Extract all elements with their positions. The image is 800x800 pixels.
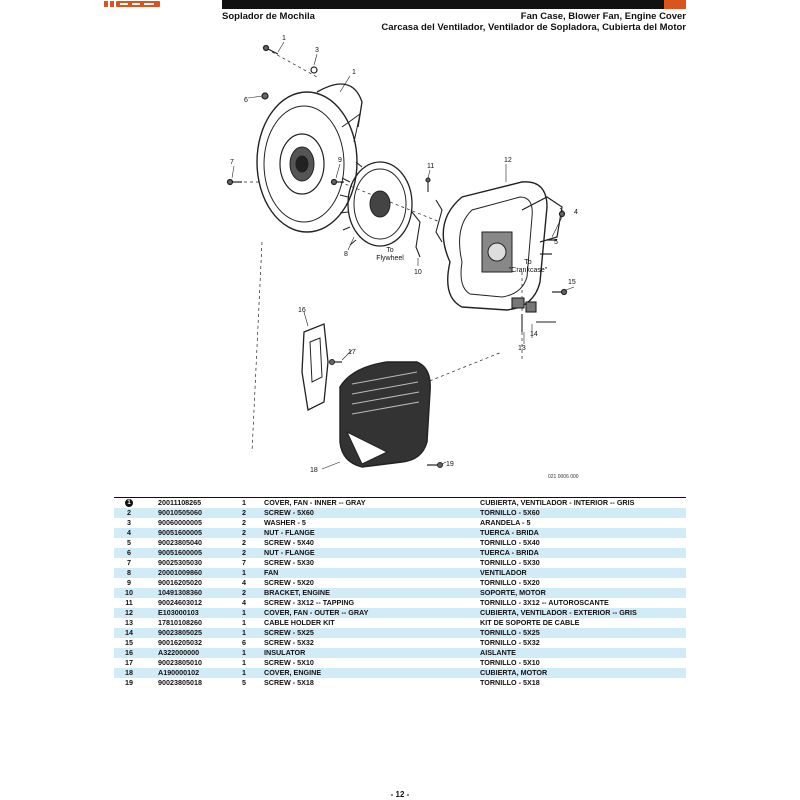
part-quantity: 7 xyxy=(242,558,246,567)
part-ref: 19 xyxy=(125,678,133,687)
callout-6: 6 xyxy=(244,97,248,104)
part-ref: 10 xyxy=(125,588,133,597)
part-quantity: 2 xyxy=(242,588,246,597)
diagram-reference-code: 021 0006 000 xyxy=(548,474,579,480)
part-ref: 4 xyxy=(127,528,131,537)
callout-1: 1 xyxy=(352,69,356,76)
parts-row xyxy=(114,598,686,608)
part-number: 90051600005 xyxy=(158,528,202,537)
callout-2: 1 xyxy=(282,35,286,42)
part-number: 90024603012 xyxy=(158,598,202,607)
part-description-es: CUBIERTA, VENTILADOR - EXTERIOR -- GRIS xyxy=(480,608,637,617)
part-quantity: 2 xyxy=(242,528,246,537)
section-title-en: Fan Case, Blower Fan, Engine Cover xyxy=(520,11,686,22)
parts-row xyxy=(114,648,686,658)
part-number: 20011108265 xyxy=(158,498,202,507)
to-crankcase-line2: "Crankcase" xyxy=(508,267,548,274)
part-description-es: KIT DE SOPORTE DE CABLE xyxy=(480,618,580,627)
part-ref: 12 xyxy=(125,608,133,617)
ref-circle-badge: 1 xyxy=(125,499,133,507)
part-description-en: SCREW - 5X60 xyxy=(264,508,314,517)
insulator xyxy=(302,324,328,410)
part-description-en: SCREW - 5X32 xyxy=(264,638,314,647)
part-description-en: WASHER - 5 xyxy=(264,518,306,527)
part-ref: 17 xyxy=(125,658,133,667)
part-ref: 11 xyxy=(125,598,133,607)
part-number: A190000102 xyxy=(158,668,200,677)
part-description-es: ARANDELA - 5 xyxy=(480,518,531,527)
parts-row xyxy=(114,618,686,628)
part-number: 90023805018 xyxy=(158,678,202,687)
part-quantity: 1 xyxy=(242,498,246,507)
outer-fan-cover xyxy=(443,182,562,310)
part-quantity: 1 xyxy=(242,608,246,617)
parts-row xyxy=(114,558,686,568)
part-description-en: FAN xyxy=(264,568,279,577)
part-number: 90016205032 xyxy=(158,638,202,647)
part-description-es: TORNILLO - 5X18 xyxy=(480,678,540,687)
part-quantity: 2 xyxy=(242,548,246,557)
part-number: 90010505060 xyxy=(158,508,202,517)
parts-row xyxy=(114,498,686,508)
callout-14: 14 xyxy=(530,331,538,338)
part-ref: 8 xyxy=(127,568,131,577)
part-number: 20001009860 xyxy=(158,568,202,577)
parts-row xyxy=(114,538,686,548)
parts-row xyxy=(114,568,686,578)
part-ref: 9 xyxy=(127,578,131,587)
to-crankcase-line1: To xyxy=(524,259,532,266)
parts-row xyxy=(114,528,686,538)
part-description-en: INSULATOR xyxy=(264,648,306,657)
callout-19: 19 xyxy=(446,461,454,468)
part-description-en: SCREW - 5X10 xyxy=(264,658,314,667)
callout-18: 18 xyxy=(310,467,318,474)
to-flywheel-line1: To xyxy=(386,247,394,254)
callout-4: 4 xyxy=(574,209,578,216)
callout-11: 11 xyxy=(427,163,435,170)
part-ref: 18 xyxy=(125,668,133,677)
part-description-es: CUBIERTA, MOTOR xyxy=(480,668,548,677)
part-number: 90023805040 xyxy=(158,538,202,547)
parts-table xyxy=(114,497,686,688)
part-description-en: COVER, FAN - INNER -- GRAY xyxy=(264,498,366,507)
part-number: 17810108260 xyxy=(158,618,202,627)
part-quantity: 1 xyxy=(242,668,246,677)
part-description-en: NUT - FLANGE xyxy=(264,528,315,537)
part-description-es: TUERCA - BRIDA xyxy=(480,528,539,537)
part-quantity: 1 xyxy=(242,658,246,667)
callout-17: 17 xyxy=(348,349,356,356)
part-description-es: TORNILLO - 5X60 xyxy=(480,508,540,517)
part-description-en: NUT - FLANGE xyxy=(264,548,315,557)
part-quantity: 4 xyxy=(242,578,246,587)
callout-5: 5 xyxy=(554,239,558,246)
part-ref: 7 xyxy=(127,558,131,567)
engine-brackets xyxy=(412,178,442,257)
part-number: E103000103 xyxy=(158,608,199,617)
parts-row xyxy=(114,658,686,668)
part-quantity: 2 xyxy=(242,518,246,527)
part-description-en: SCREW - 5X18 xyxy=(264,678,314,687)
screws-right xyxy=(540,212,567,295)
part-ref: 6 xyxy=(127,548,131,557)
part-description-en: CABLE HOLDER KIT xyxy=(264,618,335,627)
callout-9: 9 xyxy=(338,157,342,164)
to-flywheel-line2: Flywheel xyxy=(376,255,404,262)
parts-row xyxy=(114,638,686,648)
part-quantity: 2 xyxy=(242,508,246,517)
inner-fan-cover xyxy=(257,84,362,232)
part-description-es: TORNILLO - 5X10 xyxy=(480,658,540,667)
section-title-es: Carcasa del Ventilador, Ventilador de Sopladora, Cubierta del Motor xyxy=(381,22,686,33)
part-quantity: 6 xyxy=(242,638,246,647)
part-description-es: TORNILLO - 5X32 xyxy=(480,638,540,647)
part-quantity: 1 xyxy=(242,618,246,627)
part-ref: 14 xyxy=(125,628,133,637)
part-description-es: TORNILLO - 3X12 -- AUTOROSCANTE xyxy=(480,598,609,607)
brand-logo xyxy=(104,0,164,8)
part-description-en: COVER, FAN - OUTER -- GRAY xyxy=(264,608,369,617)
part-description-en: SCREW - 5X20 xyxy=(264,578,314,587)
part-quantity: 5 xyxy=(242,678,246,687)
parts-row xyxy=(114,588,686,598)
page-number: - 12 - xyxy=(390,790,410,799)
part-ref: 13 xyxy=(125,618,133,627)
part-description-es: SOPORTE, MOTOR xyxy=(480,588,546,597)
part-quantity: 1 xyxy=(242,628,246,637)
parts-row xyxy=(114,678,686,688)
part-description-en: SCREW - 3X12 -- TAPPING xyxy=(264,598,355,607)
blower-fan xyxy=(340,162,412,246)
header-accent xyxy=(664,0,686,9)
part-description-en: SCREW - 5X40 xyxy=(264,538,314,547)
part-number: 90023805010 xyxy=(158,658,202,667)
callout-3: 3 xyxy=(315,47,319,54)
product-title: Soplador de Mochila xyxy=(222,11,315,22)
part-ref: 3 xyxy=(127,518,131,527)
header-bar xyxy=(222,0,686,9)
part-description-en: COVER, ENGINE xyxy=(264,668,322,677)
screws-top xyxy=(228,46,345,185)
part-ref: 16 xyxy=(125,648,133,657)
callout-15: 15 xyxy=(568,279,576,286)
parts-row xyxy=(114,628,686,638)
parts-row xyxy=(114,518,686,528)
part-description-es: TUERCA - BRIDA xyxy=(480,548,539,557)
part-number: 90051600005 xyxy=(158,548,202,557)
part-number: 90023805025 xyxy=(158,628,202,637)
parts-row xyxy=(114,508,686,518)
part-description-es: TORNILLO - 5X30 xyxy=(480,558,540,567)
callout-8: 8 xyxy=(344,251,348,258)
part-description-es: CUBIERTA, VENTILADOR - INTERIOR -- GRIS xyxy=(480,498,635,507)
callout-10: 10 xyxy=(414,269,422,276)
callout-13: 13 xyxy=(518,345,526,352)
callout-12: 12 xyxy=(504,157,512,164)
parts-row xyxy=(114,578,686,588)
part-description-es: VENTILADOR xyxy=(480,568,527,577)
part-number: 90016205020 xyxy=(158,578,202,587)
parts-row xyxy=(114,608,686,618)
cable-holder xyxy=(512,298,556,332)
diagram-drawing xyxy=(222,32,582,490)
part-number: 10491308360 xyxy=(158,588,202,597)
part-description-es: TORNILLO - 5X40 xyxy=(480,538,540,547)
part-description-es: AISLANTE xyxy=(480,648,516,657)
part-ref xyxy=(114,498,144,508)
engine-cover xyxy=(340,362,430,467)
part-quantity: 2 xyxy=(242,538,246,547)
part-description-en: SCREW - 5X25 xyxy=(264,628,314,637)
part-ref: 2 xyxy=(127,508,131,517)
callout-7: 7 xyxy=(230,159,234,166)
part-quantity: 1 xyxy=(242,648,246,657)
part-quantity: 4 xyxy=(242,598,246,607)
part-ref: 15 xyxy=(125,638,133,647)
part-number: 90025305030 xyxy=(158,558,202,567)
part-description-es: TORNILLO - 5X25 xyxy=(480,628,540,637)
parts-row xyxy=(114,668,686,678)
parts-row xyxy=(114,548,686,558)
part-quantity: 1 xyxy=(242,568,246,577)
part-number: 90060000005 xyxy=(158,518,202,527)
exploded-parts-diagram xyxy=(222,32,582,490)
part-description-en: BRACKET, ENGINE xyxy=(264,588,330,597)
callout-16: 16 xyxy=(298,307,306,314)
part-ref: 5 xyxy=(127,538,131,547)
part-description-es: TORNILLO - 5X20 xyxy=(480,578,540,587)
part-description-en: SCREW - 5X30 xyxy=(264,558,314,567)
part-number: A322000000 xyxy=(158,648,200,657)
